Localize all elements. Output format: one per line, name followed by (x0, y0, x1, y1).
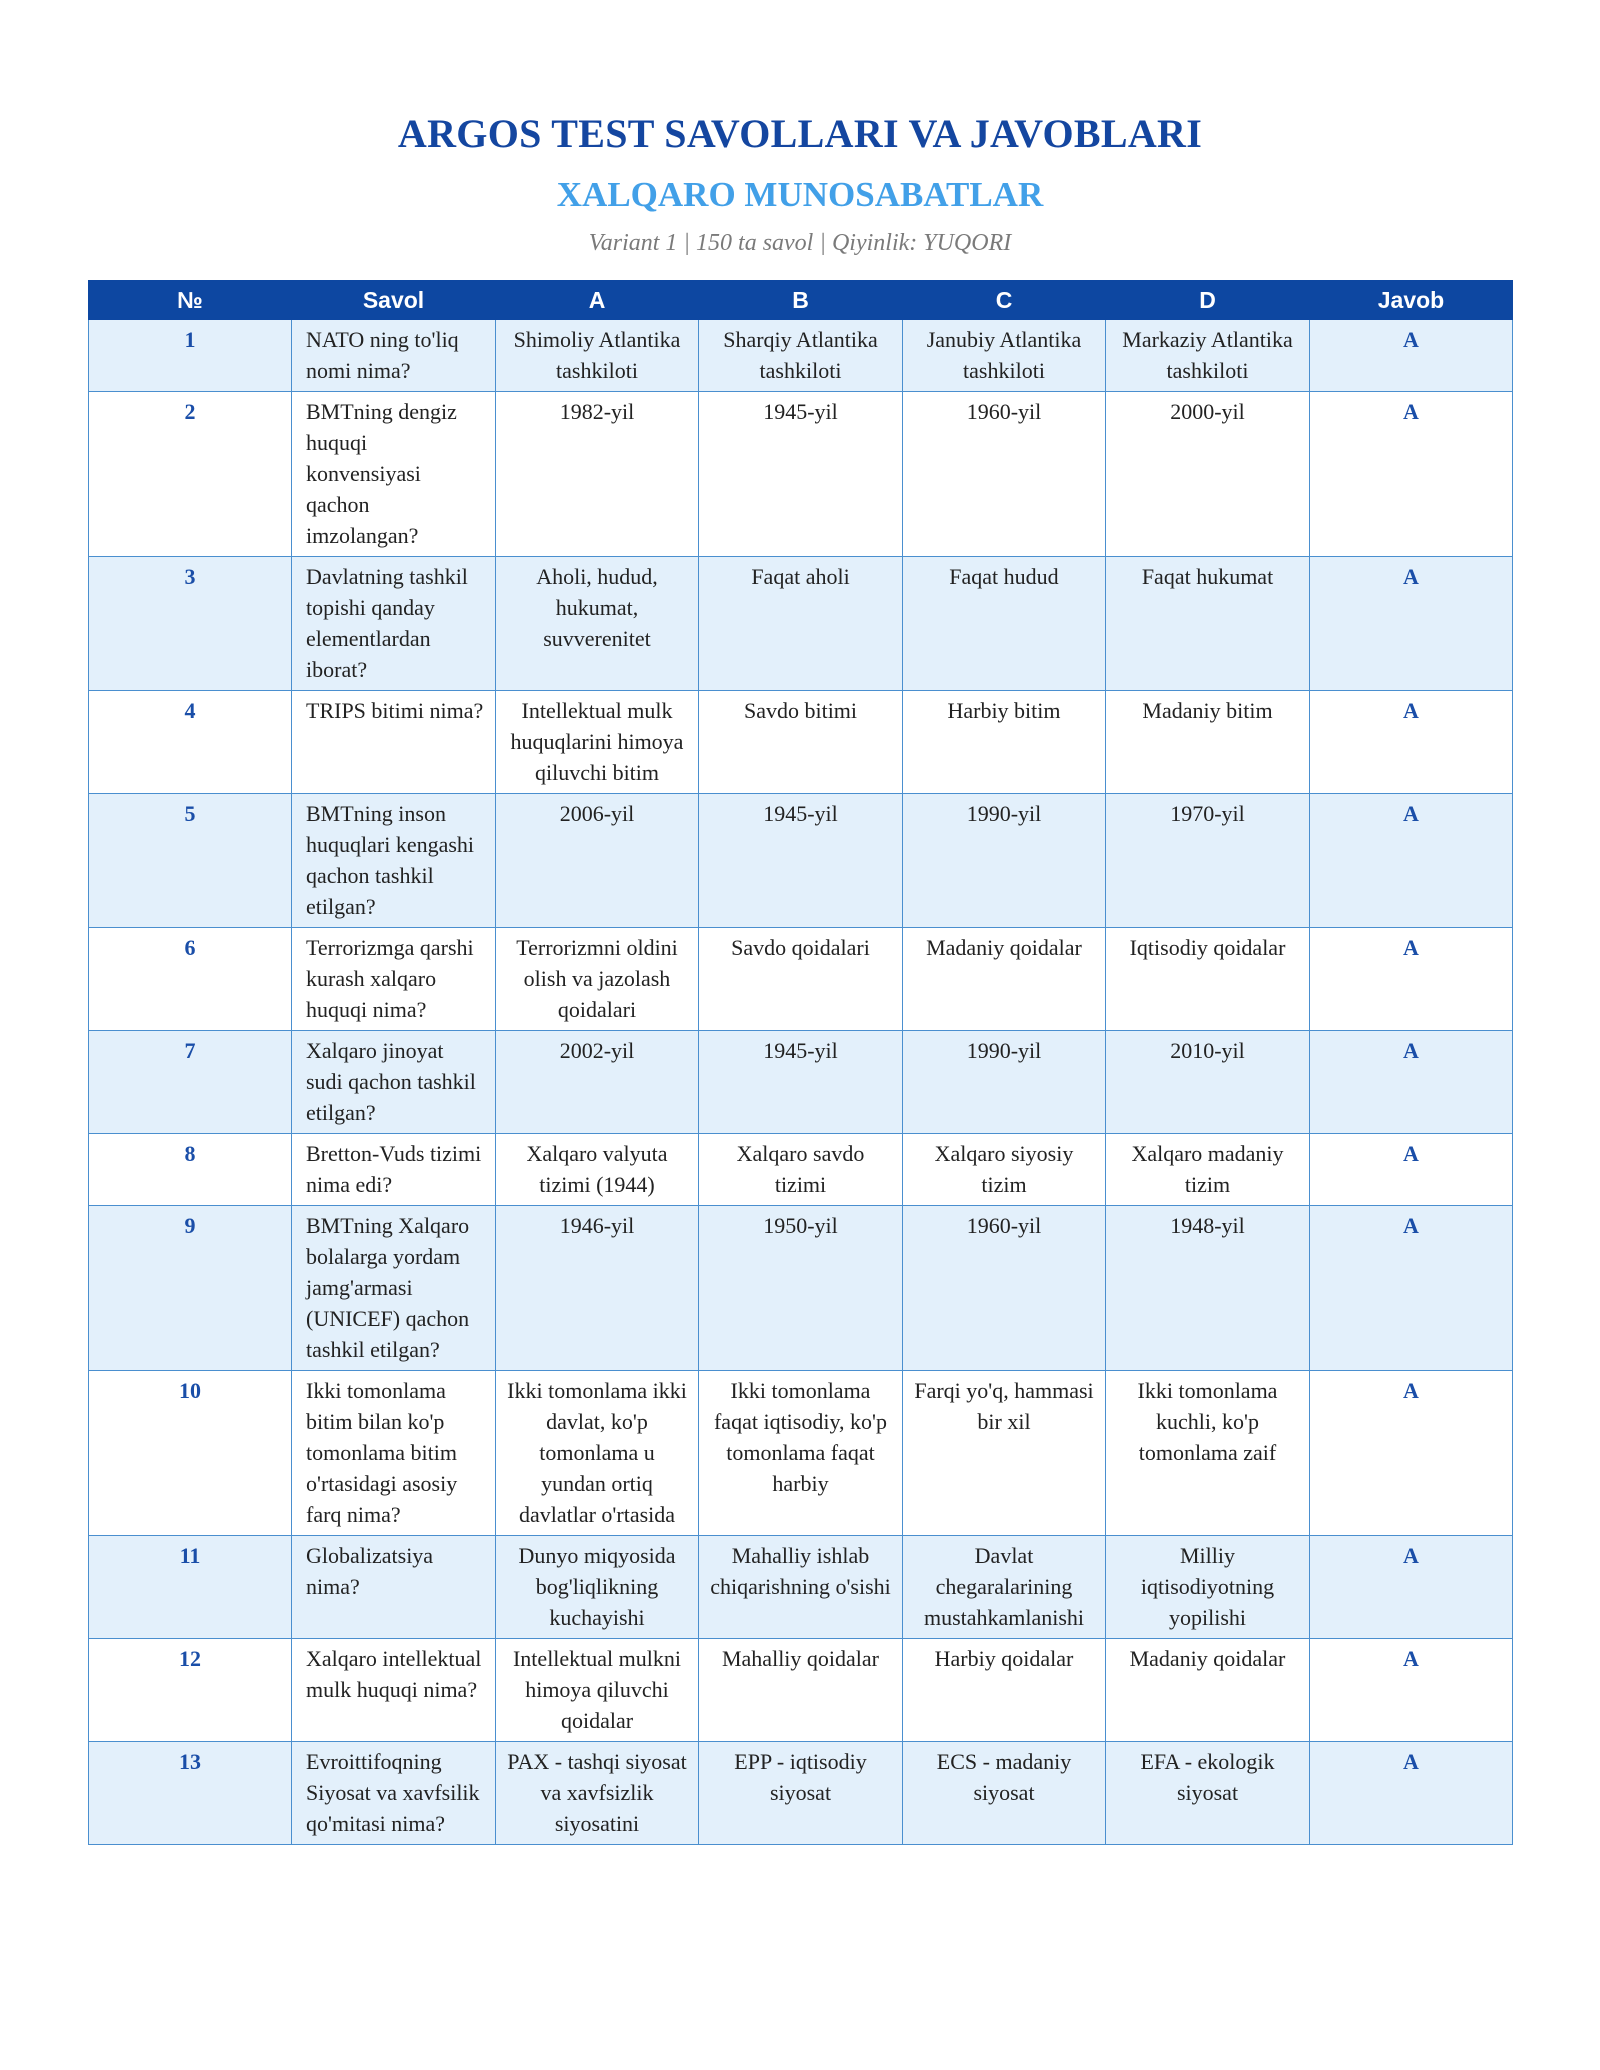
option-b: Mahalliy qoidalar (699, 1639, 903, 1742)
option-a: Intellektual mulkni himoya qiluvchi qoidalar (496, 1639, 699, 1742)
question-text: Terrorizmga qarshi kurash xalqaro huquqi nima? (292, 928, 496, 1031)
table-header-row (89, 281, 1513, 320)
question-number: 6 (89, 928, 292, 1031)
option-c: ECS - madaniy siyosat (903, 1742, 1106, 1845)
option-b: Ikki tomonlama faqat iqtisodiy, ko'p tomonlama faqat harbiy (699, 1371, 903, 1536)
column-header-question: Savol (292, 281, 496, 320)
document-title: ARGOS TEST SAVOLLARI VA JAVOBLARI (397, 111, 1203, 156)
column-header-option-c: C (903, 281, 1106, 320)
table-row (89, 1639, 1513, 1742)
table-row (89, 1742, 1513, 1845)
correct-answer: A (1310, 691, 1513, 794)
column-header-answer: Javob (1310, 281, 1513, 320)
column-header-option-a: A (496, 281, 699, 320)
table-row (89, 1206, 1513, 1371)
document-meta: Variant 1 | 150 ta savol | Qiyinlik: YUQORI (588, 230, 1012, 256)
table-row (89, 1371, 1513, 1536)
option-c: 1990-yil (903, 1031, 1106, 1134)
option-c: Janubiy Atlantika tashkiloti (903, 320, 1106, 392)
option-d: 2010-yil (1106, 1031, 1310, 1134)
table-row (89, 1031, 1513, 1134)
correct-answer: A (1310, 1742, 1513, 1845)
option-d: Madaniy bitim (1106, 691, 1310, 794)
option-a: PAX - tashqi siyosat va xavfsizlik siyosatini (496, 1742, 699, 1845)
table-row (89, 320, 1513, 392)
question-text: Xalqaro jinoyat sudi qachon tashkil etilgan? (292, 1031, 496, 1134)
option-b: Mahalliy ishlab chiqarishning o'sishi (699, 1536, 903, 1639)
correct-answer: A (1310, 1536, 1513, 1639)
option-b: 1945-yil (699, 392, 903, 557)
option-b: Sharqiy Atlantika tashkiloti (699, 320, 903, 392)
correct-answer: A (1310, 392, 1513, 557)
option-c: 1960-yil (903, 392, 1106, 557)
option-d: Markaziy Atlantika tashkiloti (1106, 320, 1310, 392)
option-d: Iqtisodiy qoidalar (1106, 928, 1310, 1031)
question-number: 7 (89, 1031, 292, 1134)
option-b: EPP - iqtisodiy siyosat (699, 1742, 903, 1845)
question-number: 2 (89, 392, 292, 557)
option-c: Davlat chegaralarining mustahkamlanishi (903, 1536, 1106, 1639)
table-row (89, 691, 1513, 794)
question-number: 4 (89, 691, 292, 794)
option-b: 1950-yil (699, 1206, 903, 1371)
option-d: Xalqaro madaniy tizim (1106, 1134, 1310, 1206)
correct-answer: A (1310, 928, 1513, 1031)
correct-answer: A (1310, 1206, 1513, 1371)
option-a: 2006-yil (496, 794, 699, 928)
correct-answer: A (1310, 557, 1513, 691)
table-row (89, 928, 1513, 1031)
question-text: Xalqaro intellektual mulk huquqi nima? (292, 1639, 496, 1742)
option-a: Aholi, hudud, hukumat, suvverenitet (496, 557, 699, 691)
option-a: Ikki tomonlama ikki davlat, ko'p tomonlama u yundan ortiq davlatlar o'rtasida (496, 1371, 699, 1536)
option-b: Xalqaro savdo tizimi (699, 1134, 903, 1206)
question-number: 3 (89, 557, 292, 691)
question-number: 11 (89, 1536, 292, 1639)
question-text: Evroittifoqning Siyosat va xavfsilik qo'mitasi nima? (292, 1742, 496, 1845)
table-row (89, 392, 1513, 557)
question-text: TRIPS bitimi nima? (292, 691, 496, 794)
table-row (89, 1134, 1513, 1206)
correct-answer: A (1310, 794, 1513, 928)
question-text: Davlatning tashkil topishi qanday elementlardan iborat? (292, 557, 496, 691)
option-b: Faqat aholi (699, 557, 903, 691)
question-number: 9 (89, 1206, 292, 1371)
option-a: Dunyo miqyosida bog'liqlikning kuchayishi (496, 1536, 699, 1639)
question-text: Ikki tomonlama bitim bilan ko'p tomonlama bitim o'rtasidagi asosiy farq nima? (292, 1371, 496, 1536)
option-d: 1970-yil (1106, 794, 1310, 928)
option-b: Savdo bitimi (699, 691, 903, 794)
option-d: Madaniy qoidalar (1106, 1639, 1310, 1742)
correct-answer: A (1310, 1134, 1513, 1206)
questions-table (88, 280, 1513, 1845)
question-number: 8 (89, 1134, 292, 1206)
option-c: 1960-yil (903, 1206, 1106, 1371)
question-text: BMTning Xalqaro bolalarga yordam jamg'armasi (UNICEF) qachon tashkil etilgan? (292, 1206, 496, 1371)
question-text: Globalizatsiya nima? (292, 1536, 496, 1639)
option-a: 1946-yil (496, 1206, 699, 1371)
option-c: Madaniy qoidalar (903, 928, 1106, 1031)
table-row (89, 794, 1513, 928)
option-a: Terrorizmni oldini olish va jazolash qoidalari (496, 928, 699, 1031)
option-c: Harbiy bitim (903, 691, 1106, 794)
question-text: Bretton-Vuds tizimi nima edi? (292, 1134, 496, 1206)
correct-answer: A (1310, 1371, 1513, 1536)
option-d: Ikki tomonlama kuchli, ko'p tomonlama zaif (1106, 1371, 1310, 1536)
option-c: 1990-yil (903, 794, 1106, 928)
option-d: EFA - ekologik siyosat (1106, 1742, 1310, 1845)
option-b: 1945-yil (699, 794, 903, 928)
question-text: NATO ning to'liq nomi nima? (292, 320, 496, 392)
table-row (89, 1536, 1513, 1639)
option-d: Milliy iqtisodiyotning yopilishi (1106, 1536, 1310, 1639)
question-text: BMTning dengiz huquqi konvensiyasi qachon imzolangan? (292, 392, 496, 557)
option-a: 2002-yil (496, 1031, 699, 1134)
option-d: 2000-yil (1106, 392, 1310, 557)
table-row (89, 557, 1513, 691)
option-b: 1945-yil (699, 1031, 903, 1134)
column-header-option-b: B (699, 281, 903, 320)
option-c: Xalqaro siyosiy tizim (903, 1134, 1106, 1206)
option-a: Xalqaro valyuta tizimi (1944) (496, 1134, 699, 1206)
correct-answer: A (1310, 1639, 1513, 1742)
option-c: Faqat hudud (903, 557, 1106, 691)
option-a: Shimoliy Atlantika tashkiloti (496, 320, 699, 392)
column-header-option-d: D (1106, 281, 1310, 320)
option-c: Farqi yo'q, hammasi bir xil (903, 1371, 1106, 1536)
option-a: Intellektual mulk huquqlarini himoya qiluvchi bitim (496, 691, 699, 794)
question-text: BMTning inson huquqlari kengashi qachon tashkil etilgan? (292, 794, 496, 928)
document-subtitle: XALQARO MUNOSABATLAR (556, 175, 1044, 214)
correct-answer: A (1310, 320, 1513, 392)
question-number: 1 (89, 320, 292, 392)
correct-answer: A (1310, 1031, 1513, 1134)
question-number: 12 (89, 1639, 292, 1742)
column-header-number: № (89, 281, 292, 320)
question-number: 13 (89, 1742, 292, 1845)
question-number: 10 (89, 1371, 292, 1536)
option-d: 1948-yil (1106, 1206, 1310, 1371)
option-d: Faqat hukumat (1106, 557, 1310, 691)
question-number: 5 (89, 794, 292, 928)
option-a: 1982-yil (496, 392, 699, 557)
option-c: Harbiy qoidalar (903, 1639, 1106, 1742)
option-b: Savdo qoidalari (699, 928, 903, 1031)
